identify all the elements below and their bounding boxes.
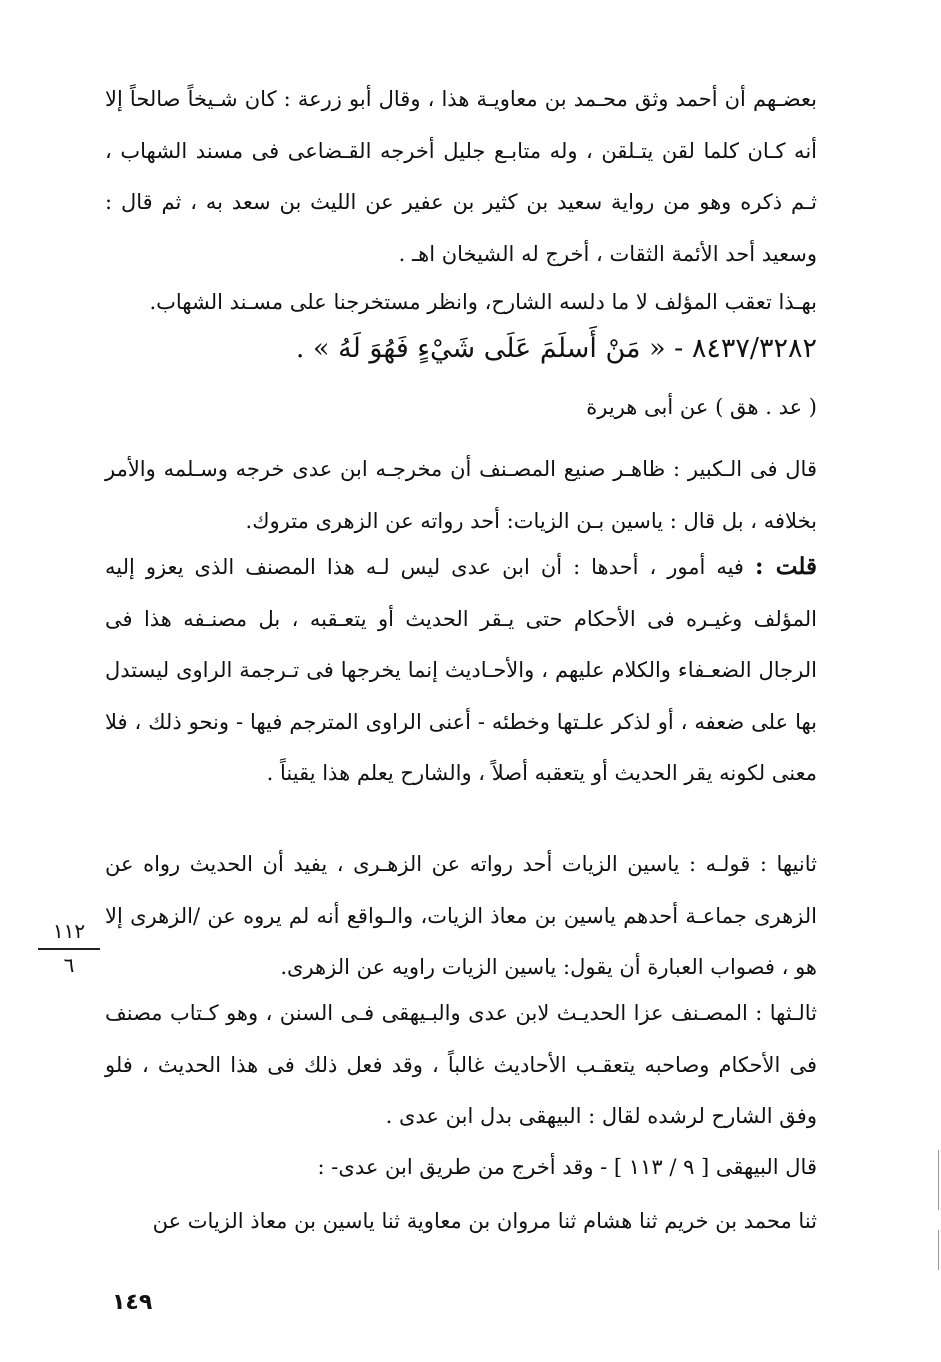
paragraph-2-text: بهـذا تعقب المؤلف لا ما دلسه الشارح، وانظر مستخرجنا على مسـند الشهاب.: [149, 290, 817, 314]
paragraph-6-text: ثالـثها : المصـنف عزا الحديـث لابن عدى والبـيهقى فـى السنن ، وهو كـتاب مصنف فى الأحكام وصاحبه يتعقـب الأحاديث غالباً ، وقد فعل ذلك فى هذا الحديث ، فلو وفق الشارح لرشده لقال : البيهقى بدل ابن عدى .: [105, 1001, 817, 1128]
margin-reference: [34, 918, 104, 976]
margin-ref-part: ٦: [63, 953, 75, 977]
scan-edge-mark: [938, 1230, 939, 1270]
paragraph-6: [105, 988, 817, 1143]
margin-ref-divider: [38, 948, 100, 950]
paragraph-3: [105, 444, 817, 547]
scan-edge-mark: [938, 1150, 939, 1210]
paragraph-5: [105, 839, 817, 994]
page-number: ١٤٩: [112, 1290, 153, 1315]
paragraph-7-text: قال البيهقى [ ٩ / ١١٣ ] - وقد أخرج من طريق ابن عدى- :: [317, 1155, 817, 1179]
paragraph-4: [105, 541, 817, 800]
paragraph-8-text: ثنا محمد بن خريم ثنا هشام ثنا مروان بن معاوية ثنا ياسين بن معاذ الزيات عن: [152, 1209, 817, 1233]
paragraph-5-text: ثانيها : قولـه : ياسين الزيات أحد رواته عن الزهـرى ، يفيد أن الحديث رواه عن الزهرى جماعـة أحدهم ياسين بن معاذ الزيات، والـواقع أنه لم يروه عن /الزهرى إلا هو ، فصواب العبارة أن يقول: ياسين الزيات راويه عن الزهرى.: [105, 852, 817, 979]
margin-ref-volume: ١١٢: [52, 919, 86, 943]
paragraph-1: [105, 74, 817, 280]
paragraph-3-text: قال فى الـكبير : ظاهـر صنيع المصـنف أن مخرجـه ابن عدى خرجه وسـلمه والأمر بخلافه ، بل قال : ياسين بـن الزيات: أحد رواته عن الزهرى متروك.: [105, 457, 817, 533]
qultu-label: قلت :: [754, 553, 817, 580]
paragraph-2: [105, 277, 817, 329]
paragraph-1-text: بعضـهم أن أحمد وثق محـمد بن معاويـة هذا ، وقال أبو زرعة : كان شـيخاً صالحاً إلا أنه كـان كلما لقن يتـلقن ، وله متابـع جليل أخرجه القـضاعى فى مسند الشهاب ، ثـم ذكره وهو من رواية سعيد بن كثير بن عفير عن الليث بن سعد به ، ثم قال : وسعيد أحد الأئمة الثقات ، أخرج له الشيخان اهـ .: [105, 87, 817, 266]
paragraph-4-body: [105, 541, 817, 800]
hadith-source: ( عد . هق ) عن أبى هريرة: [586, 395, 817, 419]
paragraph-4-text: فيه أمور ، أحدها : أن ابن عدى ليس لـه هذا المصنف الذى يعزو إليه المؤلف وغيـره فى الأحكام حتى يـقر الحديث أو يتعـقبه ، بل مصنـفه هذا فى الرجال الضعـفاء والكلام عليهم ، والأحـاديث إنما يخرجها فى تـرجمة الراوى ليستدل بها على ضعفه ، أو لذكر علـتها وخطئه - أعنى الراوى المترجم فيها - ونحو ذلك ، فلا معنى لكونه يقر الحديث أو يتعقبه أصلاً ، والشارح يعلم هذا يقيناً .: [105, 555, 817, 785]
paragraph-7: [105, 1142, 817, 1194]
hadith-heading: ٨٤٣٧/٣٢٨٢ - « مَنْ أَسلَمَ عَلَى شَيْءٍ فَهُوَ لَهُ » .: [295, 333, 817, 364]
paragraph-8: [105, 1196, 817, 1248]
